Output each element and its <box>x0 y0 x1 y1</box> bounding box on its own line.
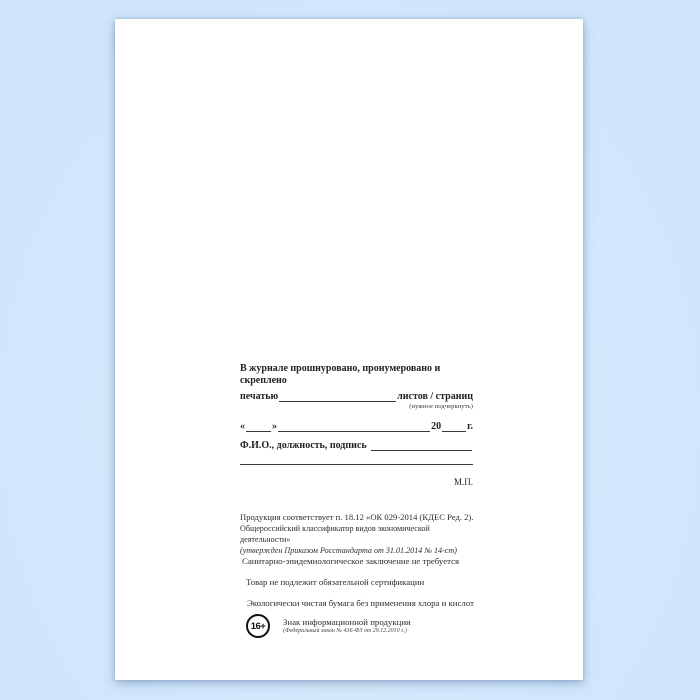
product-compliance-paragraph <box>240 512 480 556</box>
journal-back-page <box>115 19 583 680</box>
year-prefix: 20 <box>431 421 442 432</box>
age-mark-law-reference: (Федеральный закон № 436-ФЗ от 29.12.2010 г.) <box>283 628 407 634</box>
product-compliance-line1: Продукция соответствует п. 18.12 «ОК 029-2014 (КДЕС Ред. 2). <box>240 512 474 522</box>
date-row <box>240 421 473 433</box>
product-compliance-line3: (утвержден Приказом Росстандарта от 31.01.2014 № 14-ст) <box>240 546 457 555</box>
fio-blank <box>371 441 472 451</box>
close-quote: » <box>272 421 277 432</box>
day-blank <box>246 422 271 432</box>
age-mark-text <box>283 614 411 635</box>
seal-sheets-row <box>240 391 473 403</box>
stitched-statement-line: В журнале прошнуровано, пронумеровано и скреплено <box>240 363 441 386</box>
sheets-count-blank <box>279 392 396 402</box>
fio-label: Ф.И.О., должность, подпись <box>240 440 367 451</box>
age-16plus-icon: 16+ <box>246 614 270 638</box>
product-compliance-line2: Общероссийский классификатор видов экономической деятельности» <box>240 524 430 544</box>
seal-prefix-label: печатью <box>240 391 279 402</box>
fio-row <box>240 440 473 452</box>
seal-place-label: М.П. <box>453 477 473 487</box>
year-blank <box>442 422 466 432</box>
eco-paper-statement: Экологически чистая бумага без применения хлора и кислот <box>247 598 474 608</box>
age-mark-label: Знак информационной продукции <box>283 617 411 627</box>
year-suffix: г. <box>467 421 473 432</box>
signature-blank-line <box>240 455 473 465</box>
open-quote: « <box>240 421 245 432</box>
month-blank <box>278 422 430 432</box>
sheets-pages-label: листов / страниц <box>397 391 473 402</box>
certification-statement: Товар не подлежит обязательной сертификации <box>246 577 425 587</box>
underline-note: (нужное подчеркнуть) <box>409 403 473 410</box>
sanitary-statement: Санитарно-эпидемиологическое заключение не требуется <box>242 556 460 566</box>
age-mark-row <box>246 614 496 638</box>
